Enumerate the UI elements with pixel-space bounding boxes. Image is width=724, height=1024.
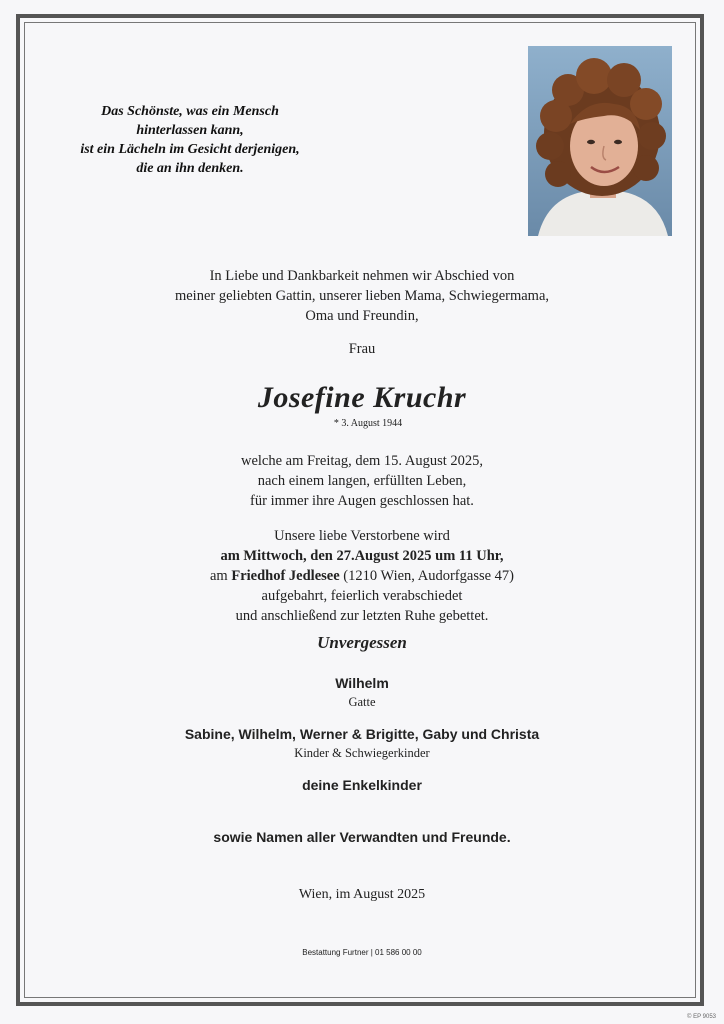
mourner-name: deine Enkelkinder <box>302 777 422 793</box>
funeral-line-1: Unsere liebe Verstorbene wird <box>274 528 450 544</box>
place-date: Wien, im August 2025 <box>298 887 426 902</box>
funeral-date-bold: am Mittwoch, den 27.August 2025 um 11 Uhr, <box>220 548 504 564</box>
death-line: nach einem langen, erfüllten Leben, <box>257 473 467 489</box>
mourner-name: sowie Namen aller Verwandten und Freunde. <box>213 829 511 845</box>
portrait-illustration <box>528 46 672 236</box>
quote-line: ist ein Lächeln im Gesicht derjenigen, <box>80 142 300 157</box>
mourner-name: Sabine, Wilhelm, Werner & Brigitte, Gaby und Christa <box>184 726 540 742</box>
deceased-name: Josefine Kruchr <box>257 381 467 414</box>
unvergessen-heading: Unvergessen <box>317 633 407 652</box>
funeral-location-prefix: am <box>210 568 228 584</box>
corner-code: © EP 9053 <box>687 1014 716 1020</box>
death-notice <box>0 451 724 511</box>
funeral-line-4: aufgebahrt, feierlich verabschiedet <box>261 588 463 604</box>
intro-line: Oma und Freundin, <box>305 308 419 324</box>
funeral-home-footer: Bestattung Furtner | 01 586 00 00 <box>302 948 422 957</box>
memorial-quote <box>60 102 320 178</box>
death-line: welche am Freitag, dem 15. August 2025, <box>240 453 484 469</box>
death-line: für immer ihre Augen geschlossen hat. <box>250 493 474 509</box>
funeral-cemetery: Friedhof Jedlesee <box>231 568 340 584</box>
quote-line: Das Schönste, was ein Mensch <box>101 104 279 119</box>
funeral-line-5: und anschließend zur letzten Ruhe gebettet. <box>235 608 489 624</box>
funeral-address: (1210 Wien, Audorfgasse 47) <box>343 568 514 584</box>
mourner-block <box>0 725 724 763</box>
intro-line: In Liebe und Dankbarkeit nehmen wir Abschied von <box>209 268 515 284</box>
funeral-details <box>0 526 724 626</box>
mourner-role: Gatte <box>348 695 376 709</box>
funeral-date-time <box>0 546 724 566</box>
mourner-block <box>0 674 724 712</box>
intro-line: meiner geliebten Gattin, unserer lieben Mama, Schwiegermama, <box>174 288 550 304</box>
mourner-role: Kinder & Schwiegerkinder <box>294 746 430 760</box>
intro-text <box>0 266 724 326</box>
mourner-block <box>0 829 724 845</box>
salutation: Frau <box>348 341 376 357</box>
mourner-block <box>0 777 724 793</box>
mourner-name: Wilhelm <box>335 675 389 691</box>
quote-line: die an ihn denken. <box>136 161 244 176</box>
funeral-location <box>0 566 724 586</box>
portrait-photo <box>528 46 672 236</box>
quote-line: hinterlassen kann, <box>136 123 244 138</box>
birth-date: * 3. August 1944 <box>333 418 403 429</box>
